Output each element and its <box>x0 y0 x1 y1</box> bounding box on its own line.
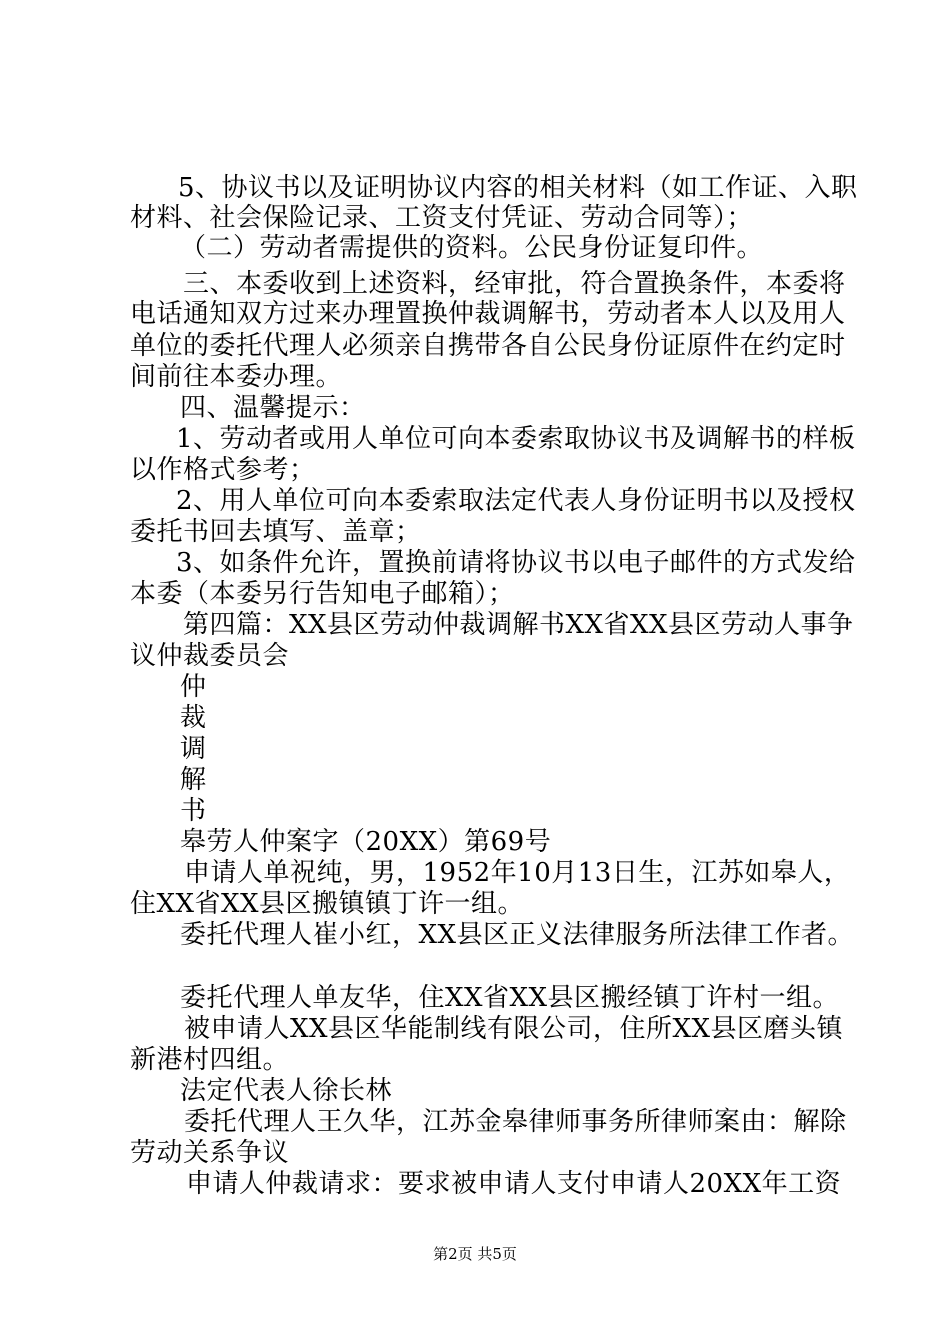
text-line: 1、劳动者或用人单位可向本委索取协议书及调解书的样板 <box>176 424 856 454</box>
text-line: 间前往本委办理。 <box>130 362 343 392</box>
text-line: 2、用人单位可向本委索取法定代表人身份证明书以及授权 <box>176 486 856 516</box>
text-line: 3、如条件允许，置换前请将协议书以电子邮件的方式发给 <box>176 548 856 578</box>
text-line: 四、温馨提示： <box>180 393 366 423</box>
text-line: 以作格式参考； <box>130 455 316 485</box>
text-line: 委托代理人王久华，江苏金皋律师事务所律师案由：解除 <box>184 1107 847 1137</box>
text-line: 5、协议书以及证明协议内容的相关材料（如工作证、入职 <box>178 173 858 203</box>
text-line: 申请人单祝纯，男，1952年10月13日生，江苏如皋人， <box>184 858 851 888</box>
text-line: 裁 <box>180 703 207 733</box>
text-line: 解 <box>180 765 207 795</box>
text-line: （二）劳动者需提供的资料。公民身份证复印件。 <box>180 233 764 263</box>
text-line: 三、本委收到上述资料，经审批，符合置换条件，本委将 <box>183 269 846 299</box>
text-line: 书 <box>180 796 207 826</box>
text-line: 议仲裁委员会 <box>130 641 290 671</box>
page-number-footer: 第2页 共5页 <box>433 1245 517 1263</box>
text-line: 电话通知双方过来办理置换仲裁调解书，劳动者本人以及用人 <box>130 299 846 329</box>
text-line: 委托书回去填写、盖章； <box>130 517 422 547</box>
text-line: 委托代理人崔小红，XX县区正义法律服务所法律工作者。 <box>180 920 855 950</box>
text-line: 单位的委托代理人必须亲自携带各自公民身份证原件在约定时 <box>130 331 846 361</box>
text-line: 皋劳人仲案字（20XX）第69号 <box>180 827 552 857</box>
text-line: 第四篇：XX县区劳动仲裁调解书XX省XX县区劳动人事争 <box>183 610 854 640</box>
text-line: 材料、社会保险记录、工资支付凭证、劳动合同等）； <box>130 203 754 233</box>
text-line: 新港村四组。 <box>130 1045 290 1075</box>
text-line: 法定代表人徐长林 <box>180 1076 393 1106</box>
text-line: 被申请人XX县区华能制线有限公司，住所XX县区磨头镇 <box>184 1014 844 1044</box>
text-line: 本委（本委另行告知电子邮箱）； <box>130 579 515 609</box>
text-line: 住XX省XX县区搬镇镇丁许一组。 <box>130 889 525 919</box>
text-line: 仲 <box>180 672 207 702</box>
text-line: 调 <box>180 734 207 764</box>
text-line: 委托代理人单友华，住XX省XX县区搬经镇丁许村一组。 <box>180 983 840 1013</box>
text-line: 劳动关系争议 <box>130 1138 290 1168</box>
text-line: 申请人仲裁请求：要求被申请人支付申请人20XX年工资 <box>186 1169 842 1199</box>
